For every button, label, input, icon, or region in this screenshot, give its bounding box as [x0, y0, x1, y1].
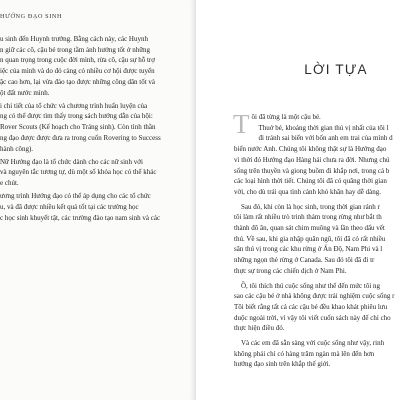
text-line: thực sự trong các chiến dịch ở Nam Phi.	[234, 266, 347, 275]
text-line: săn thú vị trong các khu rừng ở Ấn Độ, Nam Phi và l	[234, 245, 383, 254]
text-line: tôi làm rất nhiều trò trinh thám trong rừng như bắt th	[234, 213, 382, 222]
text-line: n quan trọng trong cuộc đời mình, rừa cô, cậu sự hỗ trợ	[0, 56, 155, 65]
text-line: và nguyên tắc tương tự, dù một số khóa học có thể khác	[0, 168, 157, 177]
text-line: không phải chỉ có hàng trăm ngàn mà lên đến hơn	[234, 349, 375, 358]
text-line: ương trình Hướng đạo có thể áp dụng cho các tổ chức	[0, 192, 151, 201]
running-header: HƯỚNG ĐẠO SINH	[0, 13, 63, 20]
text-line: Ồ, tôi thích thú cuộc sống như thế đến mức tôi ng	[241, 281, 381, 290]
text-line: c học sinh khuyết tật, các trường đào tạo nam sinh và các	[0, 213, 161, 222]
text-line: vì thời đó Hướng đạo Hàng hải chưa ra đời. Nhưng chú	[234, 155, 390, 164]
text-line: ặc cao hơn, lại vừa đảo tạo được những công dân tốt và	[0, 77, 156, 86]
left-page	[0, 0, 196, 400]
text-line: Thuở bé, khoảng thời gian thú vị nhất của tôi l	[258, 123, 389, 132]
text-line: thành đô ăn, quan sát chim muông và lần theo dấu vết	[234, 224, 385, 233]
chapter-title: LỜI TỰA	[304, 62, 368, 77]
text-line: những ngọn thẻ rừng ở Canada. Sau đó tôi đã đi tr	[234, 256, 375, 265]
text-line: thú. Về sau, khi gia nhập quân ngũ, tôi đã có rất nhiều	[234, 234, 386, 243]
text-line: n giữ các cô, cậu bé trong tầm ảnh hưởng tốt ở những	[0, 45, 150, 54]
text-line: e chút.	[0, 179, 19, 188]
text-line: iệc của mình và do đó càng có nhiều cơ hội được tuyển	[0, 67, 155, 76]
text-line: các loại hình thời tiết. Chúng tôi đã có quãng thời gian	[234, 177, 387, 186]
text-line: u, và đã được nhiều kết quả tốt tại các trường học	[0, 203, 139, 212]
text-line: Rover Scouts (Kế hoạch cho Tráng sinh). Còn tình thần	[0, 123, 156, 132]
text-line: i chi tiết của tổ chức và chương trình huấn luyện của	[0, 101, 148, 110]
text-line: vời, cho dù trải qua tình cảnh khó khăn hay dễ dàng.	[234, 187, 381, 196]
text-line: biển nước Anh. Chúng tôi không thật sự là Hướng đạo	[234, 145, 387, 154]
text-line: ng có thể được tìm thấy trong sách hướng dẫn của hội:	[0, 112, 153, 121]
text-line: Tôi biết rằng tất cả các cậu bé đều khao khát phiêu lưu	[234, 302, 388, 311]
text-line: ôi đã từng là một cậu bé.	[251, 113, 321, 121]
text-line: hướng đạo sinh trên khắp thế giới.	[234, 360, 331, 369]
text-line: hành công).	[0, 144, 34, 153]
text-line: đi tránh sai biển với bốn anh em trai của mình d	[258, 134, 393, 143]
right-page	[196, 0, 400, 400]
text-line: ng đạo được được đưa ra trong cuốn Rovering to Success	[0, 133, 161, 142]
text-line: ột đất nước mình.	[0, 88, 50, 97]
text-line: Và các em đã sẵn sàng với cuộc sống như vậy, rinh	[241, 339, 385, 348]
left-page-text	[0, 34, 186, 223]
text-line: sống trên thuyền và giong buồm đi khắp nơi, trong cả b	[234, 166, 390, 175]
right-page-text	[233, 109, 400, 370]
text-line: sao các cậu bé ở nhà không được trải nghiệm cuộc sống r	[234, 292, 395, 301]
text-line: u sinh đến Huynh trưởng. Bằng cách này, các Huynh	[0, 35, 148, 43]
text-line: Nữ Hướng đạo là tổ chức dành cho các nữ sinh với	[0, 157, 143, 166]
drop-cap: T	[233, 109, 250, 139]
text-line: duộc ngoài trời, vì vậy tôi viết cuốn sách này để chỉ cho	[234, 313, 391, 322]
text-line: Sau đó, khi còn là học sinh, trong thời gian rảnh r	[241, 202, 380, 211]
text-line: thực hiện điều đó.	[234, 324, 285, 333]
